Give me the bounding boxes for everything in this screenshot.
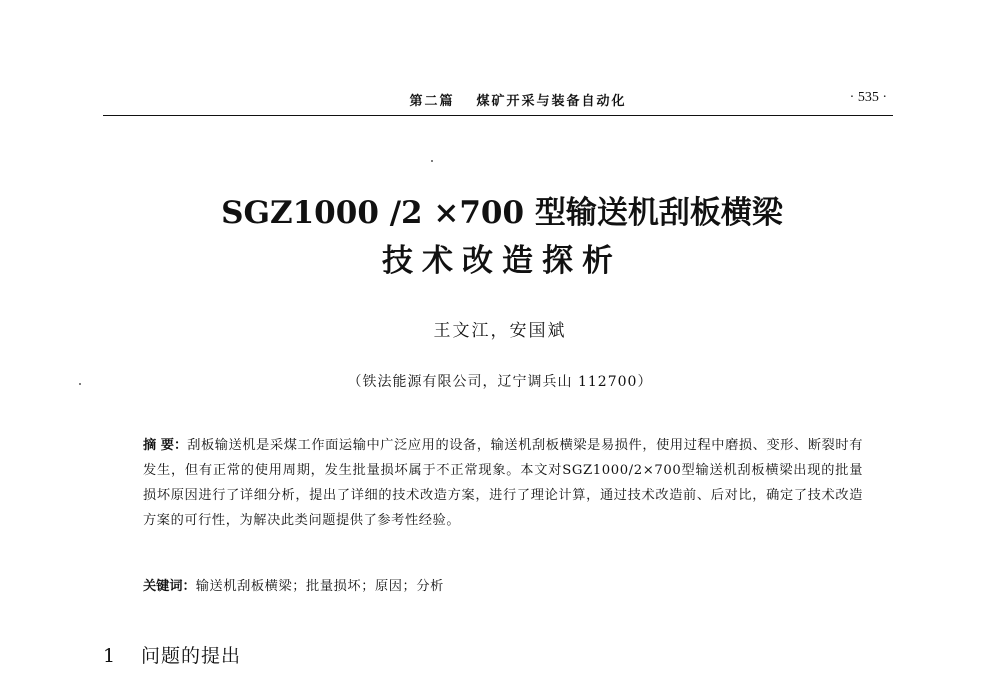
header-rule — [103, 115, 893, 116]
keywords-text: 输送机刮板横梁；批量损坏；原因；分析 — [195, 579, 444, 594]
running-header-title — [103, 90, 893, 109]
paper-title-line-2: 技术改造探析 — [382, 243, 622, 279]
paper-title-line-1: SGZ1000 /2 ×700 型输送机刮板横梁 — [221, 195, 783, 231]
running-header-part: 第二篇 — [409, 94, 455, 109]
paper-authors: 王文江，安国斌 — [433, 321, 567, 341]
running-header-topic: 煤矿开采与装备自动化 — [476, 94, 627, 109]
abstract — [143, 433, 863, 533]
running-header — [103, 90, 893, 112]
keywords-label: 关键词： — [143, 579, 196, 594]
page-number: · 535 · — [849, 90, 887, 105]
section-number: 1 — [103, 645, 117, 667]
paper-affiliation: （铁法能源有限公司，辽宁调兵山 112700） — [347, 374, 653, 390]
scan-speck — [431, 160, 433, 162]
section-heading — [103, 641, 241, 668]
abstract-label: 摘 要： — [143, 438, 188, 453]
abstract-text: 刮板输送机是采煤工作面运输中广泛应用的设备，输送机刮板横梁是易损件，使用过程中磨损、变形、断裂时有发生，但有正常的使用周期，发生批量损坏属于不正常现象。本文对SGZ1000/2×700型输送机刮板横梁出现的批量损坏原因进行了详细分析，提出了详细的技术改造方案，进行了理论计算，通过技术改造前、后对比，确定了技术改造方案的可行性，为解决此类问题提供了参考性经验。 — [143, 438, 864, 528]
section-title: 问题的提出 — [141, 645, 242, 667]
keywords — [143, 575, 863, 594]
